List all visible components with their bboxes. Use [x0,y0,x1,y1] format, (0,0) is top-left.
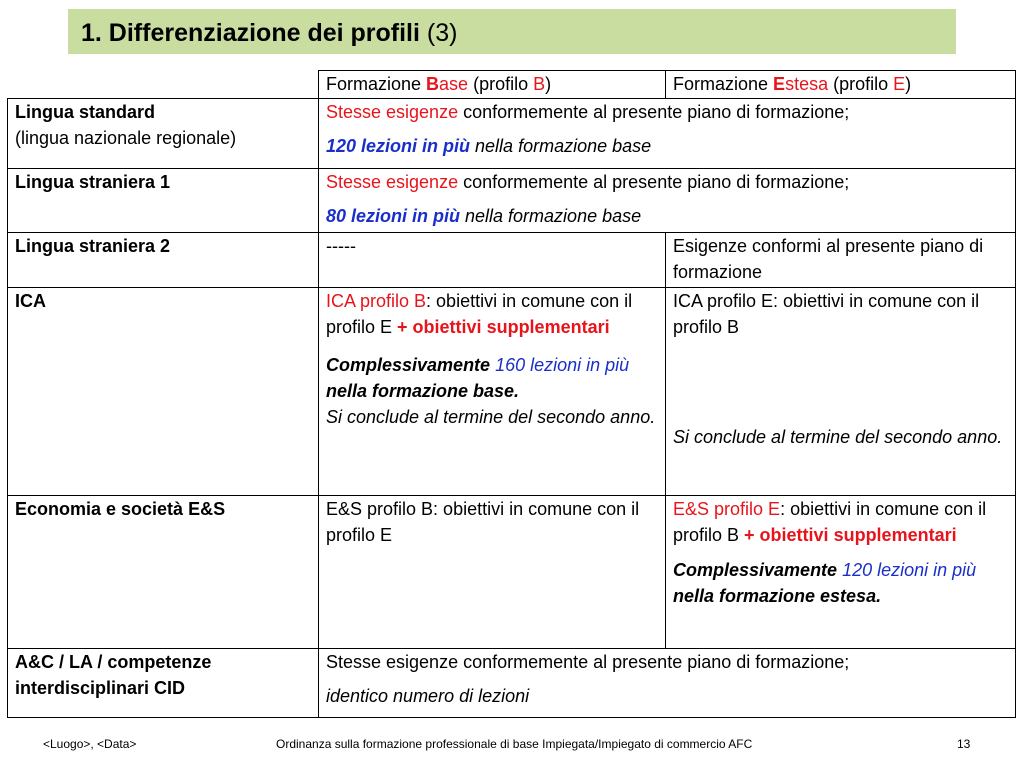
header-corner-cell [8,71,319,99]
row-sublabel: (lingua nazionale regionale) [15,128,237,148]
slide-title-suffix: (3) [426,19,458,47]
footer-place-date: <Luogo>, <Data> [43,737,137,751]
row-label-cell [8,99,319,169]
footer-page-number: 13 [957,737,971,751]
table-row-ac [8,649,1016,718]
row-estesa-cell: Esigenze conformi al presente piano di formazione [666,233,1016,288]
table-row-lingua-straniera-2 [8,233,1016,288]
table-row-ica [8,288,1016,496]
header-base: Formazione Base (profilo B) [319,71,666,99]
slide-title [68,9,956,54]
row-base-cell: ICA profilo B: obiettivi in comune con il profilo E + obiettivi supplementari Complessivamente 160 lezioni in più nella formazione base. Si conclude al termine del secondo anno. [319,288,666,496]
footer-ordinance: Ordinanza sulla formazione professionale di base Impiegata/Impiegato di commercio AFC [276,737,753,751]
row-label: Lingua standard [15,102,156,122]
slide-title-main: 1. Differenziazione dei profili [81,19,420,47]
row-value-cell: Stesse esigenze conformemente al presente piano di formazione; 80 lezioni in più nella formazione base [319,169,1016,233]
header-estesa: Formazione Estesa (profilo E) [666,71,1016,99]
row-label-cell: ICA [8,288,319,496]
row-label-cell: Economia e società E&S [8,496,319,649]
table-row-lingua-standard [8,99,1016,169]
table-row-lingua-straniera-1 [8,169,1016,233]
table-row-economia [8,496,1016,649]
row-estesa-cell: E&S profilo E: obiettivi in comune con il profilo B + obiettivi supplementari Complessivamente 120 lezioni in più nella formazione estesa. [666,496,1016,649]
row-label-cell: A&C / LA / competenze interdisciplinari CID [8,649,319,718]
row-value-cell: Stesse esigenze conformemente al presente piano di formazione; 120 lezioni in più nella formazione base [319,99,1016,169]
row-base-cell: E&S profilo B: obiettivi in comune con il profilo E [319,496,666,649]
row-label-cell: Lingua straniera 2 [8,233,319,288]
profile-table [7,70,1016,718]
row-estesa-cell: ICA profilo E: obiettivi in comune con il profilo B Si conclude al termine del secondo anno. [666,288,1016,496]
row-value-cell: Stesse esigenze conformemente al presente piano di formazione; identico numero di lezioni [319,649,1016,718]
row-label-cell: Lingua straniera 1 [8,169,319,233]
row-base-cell: ----- [319,233,666,288]
table-header-row [8,71,1016,99]
